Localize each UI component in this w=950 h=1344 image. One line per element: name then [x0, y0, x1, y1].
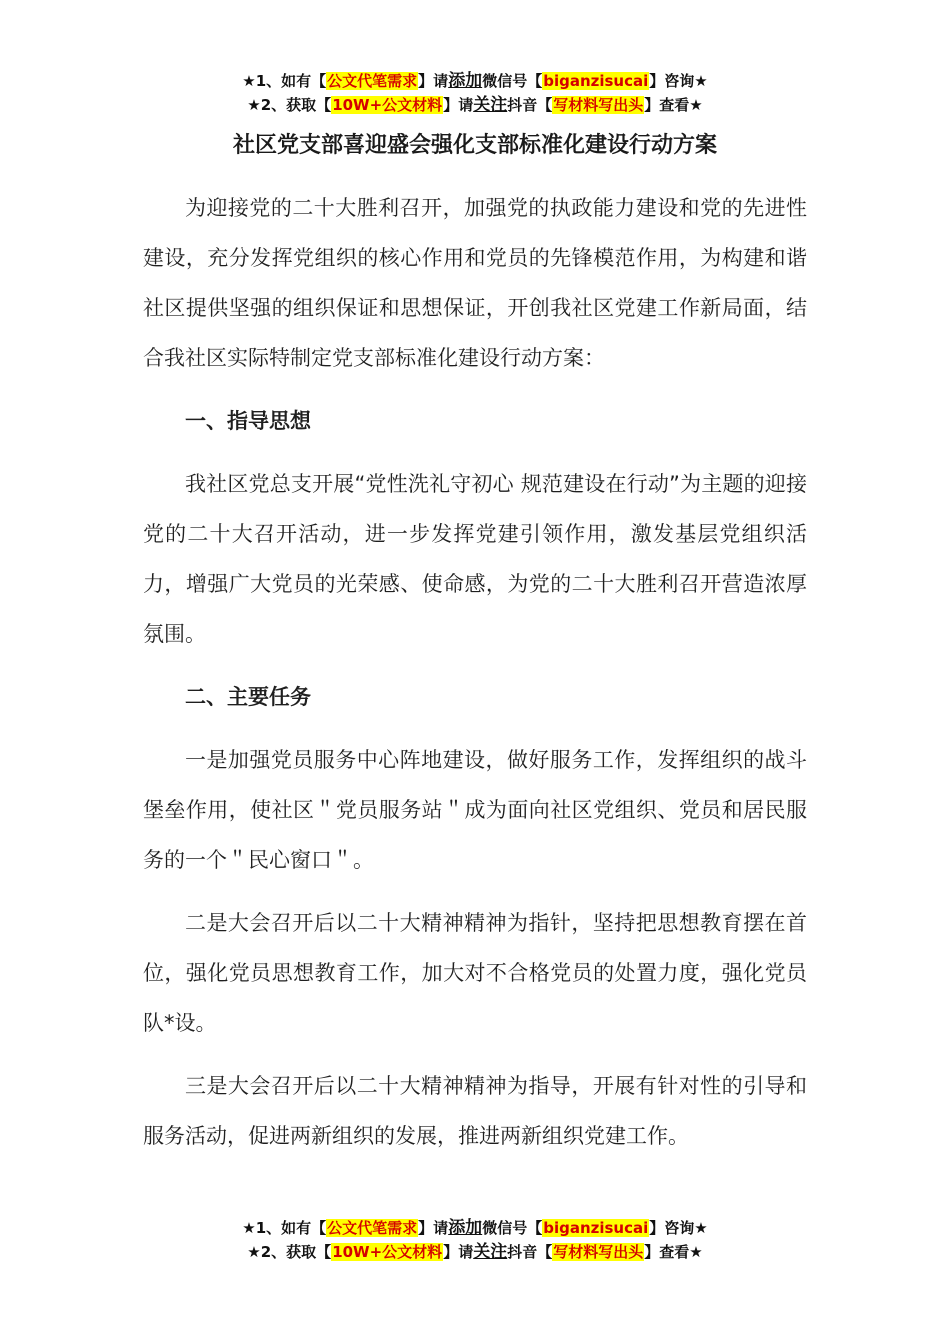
promo-text: 抖音【 [507, 1243, 553, 1261]
promo-highlight: 写材料写出头 [553, 1243, 644, 1261]
task-paragraph-3: 三是大会召开后以二十大精神精神为指导，开展有针对性的引导和服务活动，促进两新组织的发展，推进两新组织党建工作。 [143, 1074, 807, 1148]
promo-text: 微信号【 [482, 1219, 543, 1237]
promo-text: ★1、如有【 [242, 1219, 327, 1237]
promo-wechat-id: biganzisucai [543, 72, 649, 90]
promo-text: 】查看★ [644, 96, 703, 114]
promo-highlight: 公文代笔需求 [327, 72, 418, 90]
promo-text: 抖音【 [507, 96, 553, 114]
promo-text: 】请 [443, 96, 474, 114]
promo-highlight: 写材料写出头 [553, 96, 644, 114]
promo-emphasis: 添加 [448, 71, 483, 91]
promo-text: 】请 [418, 72, 449, 90]
promo-line-2 [0, 93, 950, 117]
promo-text: 】咨询★ [649, 1219, 708, 1237]
document-body [143, 183, 807, 1174]
promo-text: 微信号【 [482, 72, 543, 90]
promo-wechat-id: biganzisucai [543, 1219, 649, 1237]
section-heading-guiding-ideology: 一、指导思想 [185, 409, 311, 433]
promo-highlight: 公文代笔需求 [327, 1219, 418, 1237]
promo-line-1 [0, 1216, 950, 1240]
promo-emphasis: 关注 [473, 1242, 508, 1262]
task-paragraph-1: 一是加强党员服务中心阵地建设，做好服务工作，发挥组织的战斗堡垒作用，使社区＂党员服务站＂成为面向社区党组织、党员和居民服务的一个＂民心窗口＂。 [143, 748, 807, 872]
promo-text: 】咨询★ [649, 72, 708, 90]
promo-emphasis: 关注 [473, 95, 508, 115]
promo-text: 】请 [443, 1243, 474, 1261]
promo-emphasis: 添加 [448, 1218, 483, 1238]
promo-highlight: 10W+公文材料 [332, 1243, 443, 1261]
task-paragraph-2: 二是大会召开后以二十大精神精神为指针，坚持把思想教育摆在首位，强化党员思想教育工作，加大对不合格党员的处置力度，强化党员队*设。 [143, 911, 807, 1035]
intro-paragraph: 为迎接党的二十大胜利召开，加强党的执政能力建设和党的先进性建设，充分发挥党组织的核心作用和党员的先锋模范作用，为构建和谐社区提供坚强的组织保证和思想保证，开创我社区党建工作新局面，结合我社区实际特制定党支部标准化建设行动方案： [143, 196, 807, 370]
promo-text: 】请 [418, 1219, 449, 1237]
promo-text: ★2、获取【 [247, 1243, 332, 1261]
promo-line-2 [0, 1240, 950, 1264]
promo-text: 】查看★ [644, 1243, 703, 1261]
promo-text: ★1、如有【 [242, 72, 327, 90]
section-heading-main-tasks: 二、主要任务 [185, 685, 311, 709]
promo-banner-bottom [0, 1216, 950, 1264]
promo-line-1 [0, 69, 950, 93]
document-title: 社区党支部喜迎盛会强化支部标准化建设行动方案 [232, 133, 717, 158]
promo-highlight: 10W+公文材料 [332, 96, 443, 114]
promo-text: ★2、获取【 [247, 96, 332, 114]
section-paragraph: 我社区党总支开展“党性洗礼守初心 规范建设在行动”为主题的迎接党的二十大召开活动，进一步发挥党建引领作用，激发基层党组织活力，增强广大党员的光荣感、使命感，为党的二十大胜利召开营造浓厚氛围。 [143, 472, 807, 646]
promo-banner-top [0, 69, 950, 117]
